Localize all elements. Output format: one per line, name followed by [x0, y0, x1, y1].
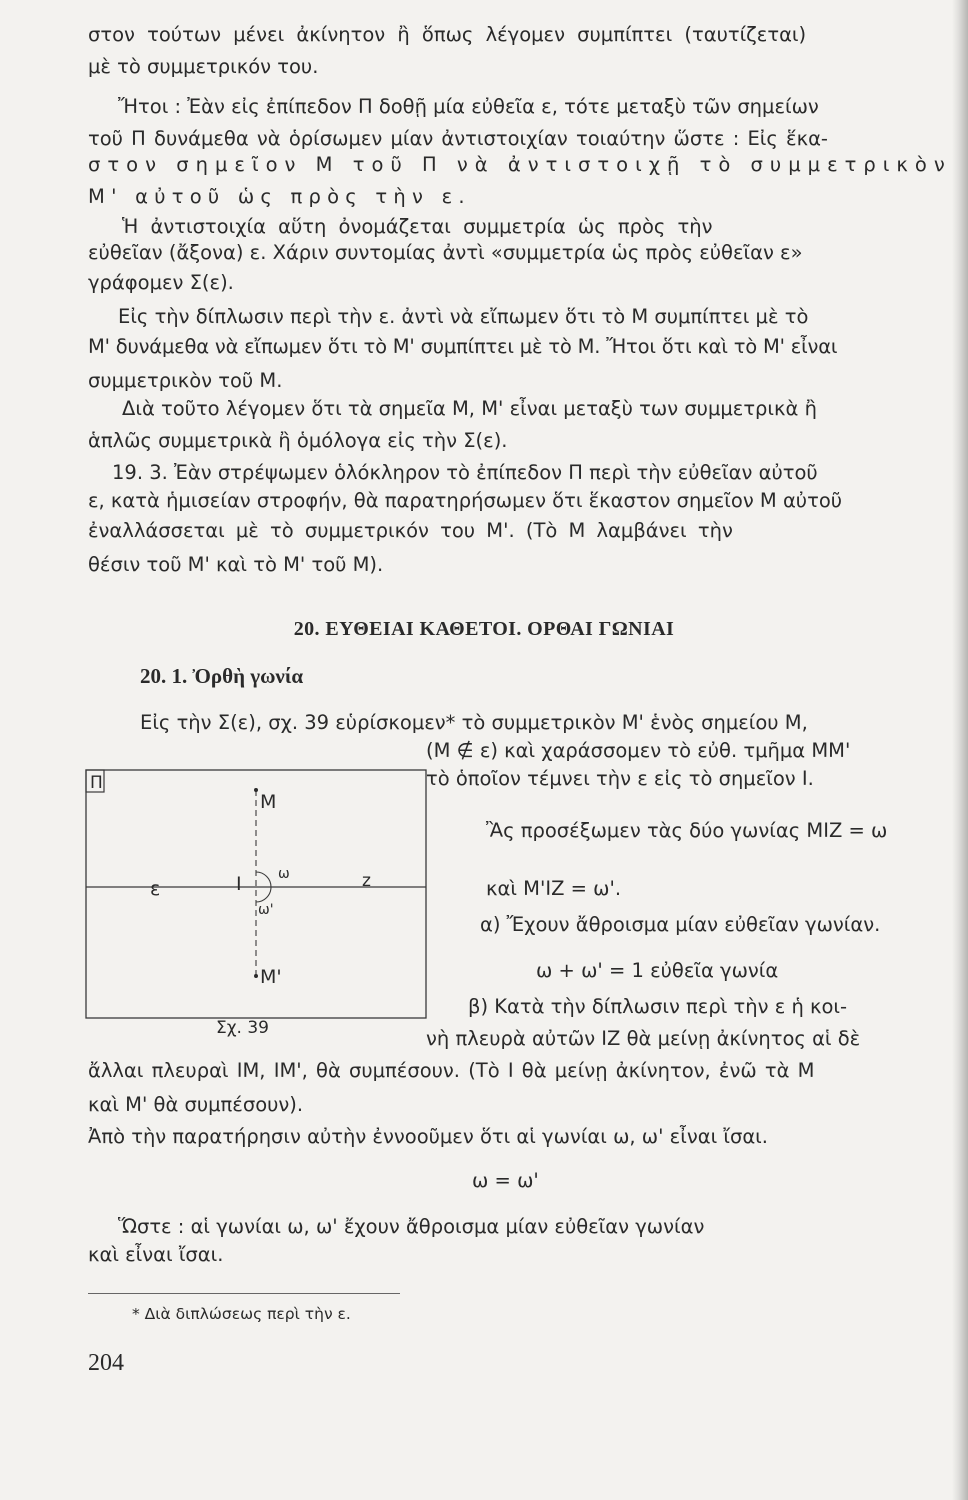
label-m-prime: M'	[260, 966, 282, 988]
point-m-prime	[254, 974, 258, 978]
text-line: εὐθεῖαν (ἄξονα) ε. Χάριν συντομίας ἀντὶ «συμμετρία ὡς πρὸς εὐθεῖαν ε»	[88, 241, 803, 264]
text-line: Ἤτοι : Ἐὰν εἰς ἐπίπεδον Π δοθῇ μία εὐθεῖα ε, τότε μεταξὺ τῶν σημείων	[118, 95, 819, 118]
text-line: Διὰ τοῦτο λέγομεν ὅτι τὰ σημεῖα Μ, Μ' εἶναι μεταξὺ των συμμετρικὰ ἢ	[122, 397, 817, 420]
text-line: α) Ἔχουν ἄθροισμα μίαν εὐθεῖαν γωνίαν.	[480, 913, 881, 936]
text-line: ε, κατὰ ἡμισείαν στροφήν, θὰ παρατηρήσωμεν ὅτι ἕκαστον σημεῖον Μ αὐτοῦ	[88, 489, 843, 512]
label-e: ε	[150, 878, 161, 900]
text-line: συμμετρικὸν τοῦ Μ.	[88, 369, 283, 392]
plane-label: Π	[90, 773, 103, 793]
text-line: γράφομεν Σ(ε).	[88, 271, 234, 294]
text-line: μὲ τὸ συμμετρικόν του.	[88, 55, 319, 78]
text-line: καὶ εἶναι ἴσαι.	[88, 1243, 224, 1266]
label-m: M	[260, 791, 277, 813]
text-line: καὶ Μ'ΙΖ = ω'.	[486, 877, 622, 900]
footnote-rule	[88, 1293, 400, 1294]
text-line: ἁπλῶς συμμετρικὰ ἢ ὁμόλογα εἰς τὴν Σ(ε).	[88, 429, 508, 452]
text-line: τὸ ὁποῖον τέμνει τὴν ε εἰς τὸ σημεῖον Ι.	[426, 767, 814, 790]
text-line: Μ' δυνάμεθα νὰ εἴπωμεν ὅτι τὸ Μ' συμπίπτει μὲ τὸ Μ. Ἤτοι ὅτι καὶ τὸ Μ' εἶναι	[88, 335, 838, 358]
text-line: Ὥστε : αἱ γωνίαι ω, ω' ἔχουν ἄθροισμα μίαν εὐθεῖαν γωνίαν	[118, 1215, 705, 1238]
text-line: τοῦ Π δυνάμεθα νὰ ὁρίσωμεν μίαν ἀντιστοιχίαν τοιαύτην ὥστε : Εἰς ἕκα-	[88, 127, 828, 150]
text-line: Μ' αὐτοῦ ὡς πρὸς τὴν ε.	[88, 185, 471, 208]
point-m	[254, 788, 258, 792]
text-line: θέσιν τοῦ Μ' καὶ τὸ Μ' τοῦ Μ).	[88, 553, 384, 576]
page-number: 204	[88, 1350, 124, 1376]
label-i: I	[236, 873, 242, 895]
equation: ω = ω'	[472, 1169, 539, 1192]
text-line: Εἰς τὴν δίπλωσιν περὶ τὴν ε. ἀντὶ νὰ εἴπωμεν ὅτι τὸ Μ συμπίπτει μὲ τὸ	[118, 305, 809, 328]
footnote: * Διὰ διπλώσεως περὶ τὴν ε.	[132, 1305, 351, 1323]
arc-omega	[256, 872, 271, 887]
text-line: καὶ Μ' θὰ συμπέσουν).	[88, 1093, 304, 1116]
text-line: Ἀπὸ τὴν παρατήρησιν αὐτὴν ἐννοοῦμεν ὅτι αἱ γωνίαι ω, ω' εἶναι ἴσαι.	[88, 1125, 768, 1148]
text-line: στον τούτων μένει ἀκίνητον ἢ ὅπως λέγομεν συμπίπτει (ταυτίζεται)	[88, 23, 807, 46]
text-line: ἄλλαι πλευραὶ ΙΜ, ΙΜ', θὰ συμπέσουν. (Τὸ Ι θὰ μείνῃ ἀκίνητον, ἐνῶ τὰ Μ	[88, 1059, 815, 1082]
text-line: Εἰς τὴν Σ(ε), σχ. 39 εὑρίσκομεν* τὸ συμμετρικὸν Μ' ἑνὸς σημείου Μ,	[140, 711, 808, 734]
section-heading: 20. ΕΥΘΕΙΑΙ ΚΑΘΕΤΟΙ. ΟΡΘΑΙ ΓΩΝΙΑΙ	[293, 618, 675, 640]
subsection-heading: 20. 1. Ὀρθὴ γωνία	[140, 664, 304, 688]
text-line: νὴ πλευρὰ αὐτῶν ΙΖ θὰ μείνῃ ἀκίνητος αἱ δὲ	[426, 1027, 861, 1050]
figure-caption: Σχ. 39	[216, 1018, 270, 1038]
label-omega-prime: ω'	[258, 902, 274, 918]
label-omega: ω	[278, 866, 290, 882]
text-line: ἐναλλάσσεται μὲ τὸ συμμετρικόν του Μ'. (Τὸ Μ λαμβάνει τὴν	[88, 519, 733, 542]
text-line: Ἂς προσέξωμεν τὰς δύο γωνίας ΜΙΖ = ω	[486, 819, 888, 842]
text-line: β) Κατὰ τὴν δίπλωσιν περὶ τὴν ε ἡ κοι-	[468, 995, 848, 1018]
figure-39	[84, 768, 434, 1022]
label-z: z	[362, 871, 371, 891]
text-line: Ἡ ἀντιστοιχία αὕτη ὀνομάζεται συμμετρία ὡς πρὸς τὴν	[122, 215, 713, 238]
equation: ω + ω' = 1 εὐθεῖα γωνία	[536, 959, 779, 982]
text-line: (Μ ∉ ε) καὶ χαράσσομεν τὸ εὐθ. τμῆμα ΜΜ'	[426, 739, 851, 762]
text-line: στον σημεῖον Μ τοῦ Π νὰ ἀντιστοιχῇ τὸ συμμετρικὸν	[88, 153, 952, 176]
arc-omega-prime	[256, 887, 271, 902]
section-19-3: 19. 3. Ἐὰν στρέψωμεν ὁλόκληρον τὸ ἐπίπεδον Π περὶ τὴν εὐθεῖαν αὐτοῦ	[112, 461, 818, 484]
